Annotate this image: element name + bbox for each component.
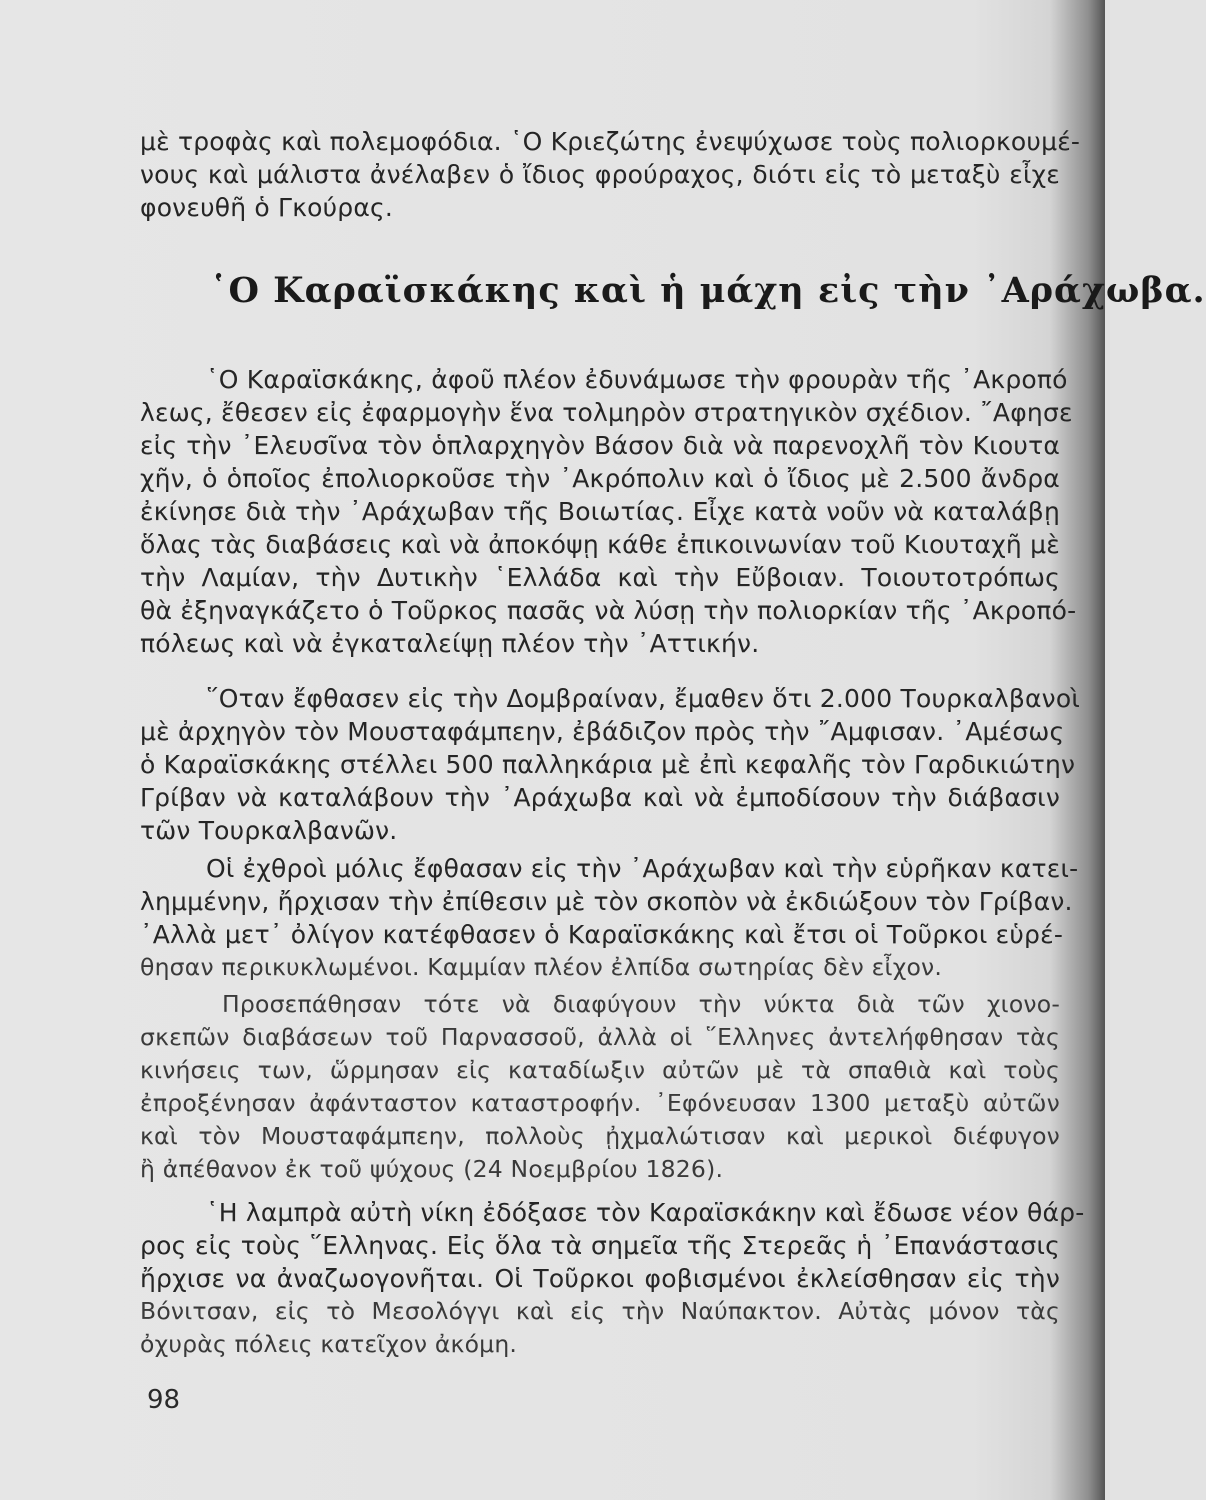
text-line: τῶν Τουρκαλβανῶν. (140, 816, 398, 845)
text-line: λεως, ἔθεσεν εἰς ἐφαρμογὴν ἕνα τολμηρὸν στρατηγικὸν σχέδιον. ῎Αφησε (140, 398, 1073, 427)
text-line: πόλεως καὶ νὰ ἐγκαταλείψῃ πλέον τὴν ᾿Αττικήν. (140, 629, 760, 658)
text-line: Βόνιτσαν, εἰς τὸ Μεσολόγγι καὶ εἰς τὴν Ναύπακτον. Αὐτὰς μόνον τὰς (140, 1297, 1060, 1325)
text-line: Γρίβαν νὰ καταλάβουν τὴν ᾿Αράχωβα καὶ νὰ ἐμποδίσουν τὴν διάβασιν (140, 783, 1060, 812)
paragraph-5 (140, 1196, 1085, 1361)
text-line: φονευθῆ ὁ Γκούρας. (140, 193, 394, 222)
text-line: ῞Οταν ἔφθασεν εἰς τὴν Δομβραίναν, ἔμαθεν ὅτι 2.000 Τουρκαλβανοὶ (206, 684, 1080, 713)
text-line: καὶ τὸν Μουσταφάμπεην, πολλοὺς ᾐχμαλώτισαν καὶ μερικοὶ διέφυγον (140, 1122, 1060, 1150)
text-line: σκεπῶν διαβάσεων τοῦ Παρνασσοῦ, ἀλλὰ οἱ ῞Ελληνες ἀντελήφθησαν τὰς (140, 1023, 1060, 1051)
intro-paragraph (140, 125, 1081, 224)
text-line: τὴν Λαμίαν, τὴν Δυτικὴν ῾Ελλάδα καὶ τὴν Εὔβοιαν. Τοιουτοτρόπως (140, 563, 1060, 592)
text-line: κινήσεις των, ὥρμησαν εἰς καταδίωξιν αὐτῶν μὲ τὰ σπαθιὰ καὶ τοὺς (140, 1056, 1060, 1084)
paragraph-4 (140, 988, 1060, 1186)
text-line: μὲ ἀρχηγὸν τὸν Μουσταφάμπεην, ἐβάδιζον πρὸς τὴν ῎Αμφισαν. ᾿Αμέσως (140, 717, 1065, 746)
paragraph-3 (140, 852, 1079, 984)
paragraph-1 (140, 363, 1077, 660)
text-line: ὀχυρὰς πόλεις κατεῖχον ἀκόμη. (140, 1330, 518, 1358)
text-line: νους καὶ μάλιστα ἀνέλαβεν ὁ ἴδιος φρούραχος, διότι εἰς τὸ μεταξὺ εἶχε (140, 160, 1060, 189)
text-line: ἢ ἀπέθανον ἐκ τοῦ ψύχους (24 Νοεμβρίου 1826). (140, 1155, 724, 1183)
text-line: Οἱ ἐχθροὶ μόλις ἔφθασαν εἰς τὴν ᾿Αράχωβαν καὶ τὴν εὑρῆκαν κατει- (206, 854, 1079, 883)
text-line: θὰ ἐξηναγκάζετο ὁ Τοῦρκος πασᾶς νὰ λύσῃ τὴν πολιορκίαν τῆς ᾿Ακροπό- (140, 596, 1077, 625)
text-line: ὁ Καραϊσκάκης στέλλει 500 παλληκάρια μὲ ἐπὶ κεφαλῆς τὸν Γαρδικιώτην (140, 750, 1076, 779)
text-line: λημμένην, ἤρχισαν τὴν ἐπίθεσιν μὲ τὸν σκοπὸν νὰ ἐκδιώξουν τὸν Γρίβαν. (140, 887, 1073, 916)
page-number: 98 (147, 1385, 181, 1415)
text-line: Προσεπάθησαν τότε νὰ διαφύγουν τὴν νύκτα διὰ τῶν χιονο- (222, 990, 1060, 1018)
text-line: ἐπροξένησαν ἀφάνταστον καταστροφήν. ᾿Εφόνευσαν 1300 μεταξὺ αὐτῶν (140, 1089, 1060, 1117)
text-line: ῾Η λαμπρὰ αὐτὴ νίκη ἐδόξασε τὸν Καραϊσκάκην καὶ ἔδωσε νέον θάρ- (206, 1198, 1085, 1227)
paragraph-2 (140, 682, 1080, 847)
text-line: ῾Ο Καραϊσκάκης, ἀφοῦ πλέον ἐδυνάμωσε τὴν φρουρὰν τῆς ᾿Ακροπό (206, 365, 1068, 394)
text-line: ὅλας τὰς διαβάσεις καὶ νὰ ἀποκόψῃ κάθε ἐπικοινωνίαν τοῦ Κιουταχῆ μὲ (140, 530, 1060, 559)
text-line: μὲ τροφὰς καὶ πολεμοφόδια. ῾Ο Κριεζώτης ἐνεψύχωσε τοὺς πολιορκουμέ- (140, 127, 1081, 156)
text-line: εἰς τὴν ᾿Ελευσῖνα τὸν ὁπλαρχηγὸν Βάσον διὰ νὰ παρενοχλῆ τὸν Κιουτα (140, 431, 1060, 460)
text-line: ἐκίνησε διὰ τὴν ᾿Αράχωβαν τῆς Βοιωτίας. Εἶχε κατὰ νοῦν νὰ καταλάβῃ (140, 497, 1060, 526)
text-line: ἤρχισε να ἀναζωογονῆται. Οἱ Τοῦρκοι φοβισμένοι ἐκλείσθησαν εἰς τὴν (140, 1264, 1060, 1293)
text-line: χῆν, ὁ ὁποῖος ἐπολιορκοῦσε τὴν ᾿Ακρόπολιν καὶ ὁ ἴδιος μὲ 2.500 ἄνδρα (140, 464, 1060, 493)
section-heading: ῾Ο Καραϊσκάκης καὶ ἡ μάχη εἰς τὴν ᾿Αράχωβα. (210, 270, 1206, 311)
text-line: ᾿Αλλὰ μετ᾿ ὀλίγον κατέφθασεν ὁ Καραϊσκάκης καὶ ἔτσι οἱ Τοῦρκοι εὑρέ- (140, 920, 1064, 949)
text-line: ρος εἰς τοὺς ῞Ελληνας. Εἰς ὅλα τὰ σημεῖα τῆς Στερεᾶς ἡ ᾿Επανάστασις (140, 1231, 1060, 1260)
text-line: θησαν περικυκλωμένοι. Καμμίαν πλέον ἐλπίδα σωτηρίας δὲν εἶχον. (140, 953, 943, 981)
